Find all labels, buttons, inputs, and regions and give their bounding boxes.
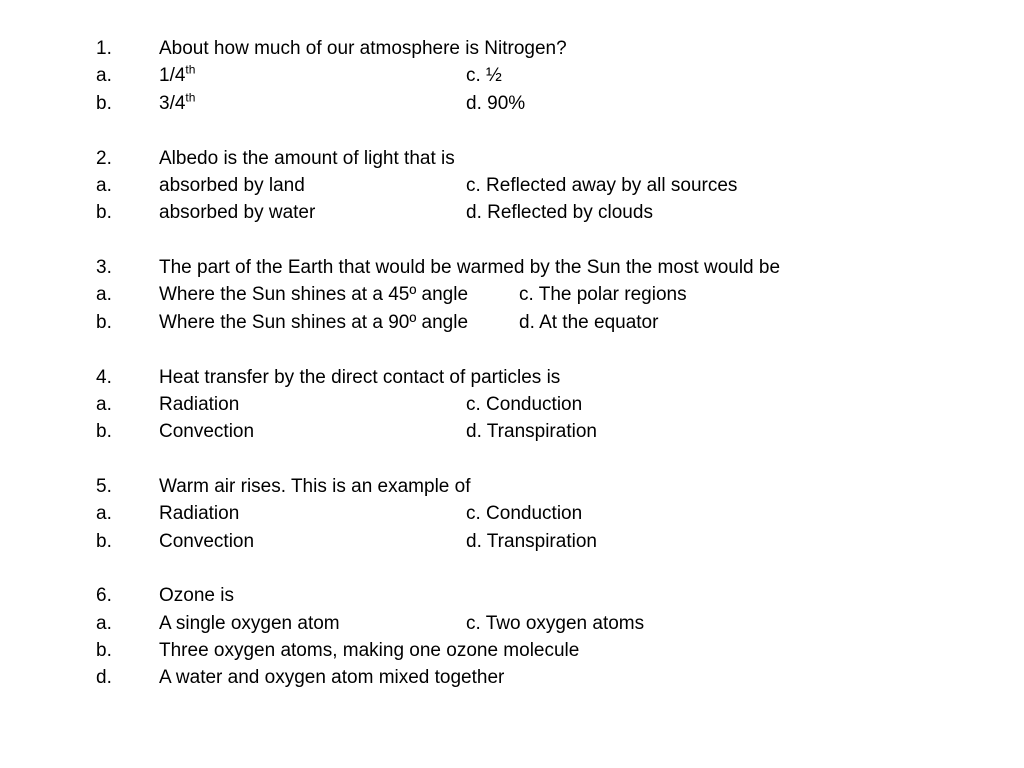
- answer-label: a.: [96, 503, 112, 524]
- question-prompt: Ozone is: [159, 585, 234, 606]
- answer-label: a.: [96, 175, 112, 196]
- answer-text: Three oxygen atoms, making one ozone molecule: [159, 640, 580, 661]
- answer-fraction: 3/4: [159, 93, 186, 114]
- answer-option-right: c. The polar regions: [519, 284, 687, 305]
- answer-option-right: c. ½: [466, 65, 502, 86]
- answer-text: [159, 63, 195, 89]
- question-prompt: About how much of our atmosphere is Nitrogen?: [159, 38, 567, 59]
- answer-label: b.: [96, 421, 112, 442]
- answer-option-right: c. Conduction: [466, 503, 583, 524]
- question-number: 2.: [96, 148, 112, 169]
- answer-option-right: d. Reflected by clouds: [466, 202, 653, 223]
- answer-text: Convection: [159, 421, 255, 442]
- answer-text: Where the Sun shines at a 90º angle: [159, 312, 469, 333]
- question-number: 5.: [96, 476, 112, 497]
- answer-text: Radiation: [159, 503, 240, 524]
- answer-option-right: c. Reflected away by all sources: [466, 175, 738, 196]
- answer-label: a.: [96, 394, 112, 415]
- question-prompt: Heat transfer by the direct contact of particles is: [159, 367, 561, 388]
- question-number: 1.: [96, 38, 112, 59]
- answer-text: absorbed by water: [159, 202, 316, 223]
- answer-label: a.: [96, 284, 112, 305]
- question-prompt: The part of the Earth that would be warmed by the Sun the most would be: [159, 257, 781, 278]
- question-prompt: Albedo is the amount of light that is: [159, 148, 455, 169]
- answer-label: b.: [96, 93, 112, 114]
- answer-text: A water and oxygen atom mixed together: [159, 667, 505, 688]
- answer-option-right: d. At the equator: [519, 312, 659, 333]
- answer-label: a.: [96, 613, 112, 634]
- answer-label: b.: [96, 640, 112, 661]
- answer-text: Convection: [159, 531, 255, 552]
- answer-option-right: d. Transpiration: [466, 421, 597, 442]
- answer-text: absorbed by land: [159, 175, 305, 196]
- answer-fraction: 1/4: [159, 65, 186, 86]
- question-number: 3.: [96, 257, 112, 278]
- answer-label: b.: [96, 202, 112, 223]
- answer-option-right: c. Conduction: [466, 394, 583, 415]
- question-number: 4.: [96, 367, 112, 388]
- answer-label: b.: [96, 312, 112, 333]
- ordinal-suffix: th: [185, 62, 196, 77]
- answer-text: Where the Sun shines at a 45º angle: [159, 284, 469, 305]
- answer-option-right: c. Two oxygen atoms: [466, 613, 645, 634]
- answer-text: Radiation: [159, 394, 240, 415]
- question-prompt: Warm air rises. This is an example of: [159, 476, 471, 497]
- answer-label: b.: [96, 531, 112, 552]
- answer-option-right: d. Transpiration: [466, 531, 597, 552]
- answer-text: A single oxygen atom: [159, 613, 340, 634]
- answer-option-right: d. 90%: [466, 93, 526, 114]
- answer-text: [159, 91, 195, 117]
- question-number: 6.: [96, 585, 112, 606]
- ordinal-suffix: th: [185, 90, 196, 105]
- answer-label: a.: [96, 65, 112, 86]
- answer-label: d.: [96, 667, 112, 688]
